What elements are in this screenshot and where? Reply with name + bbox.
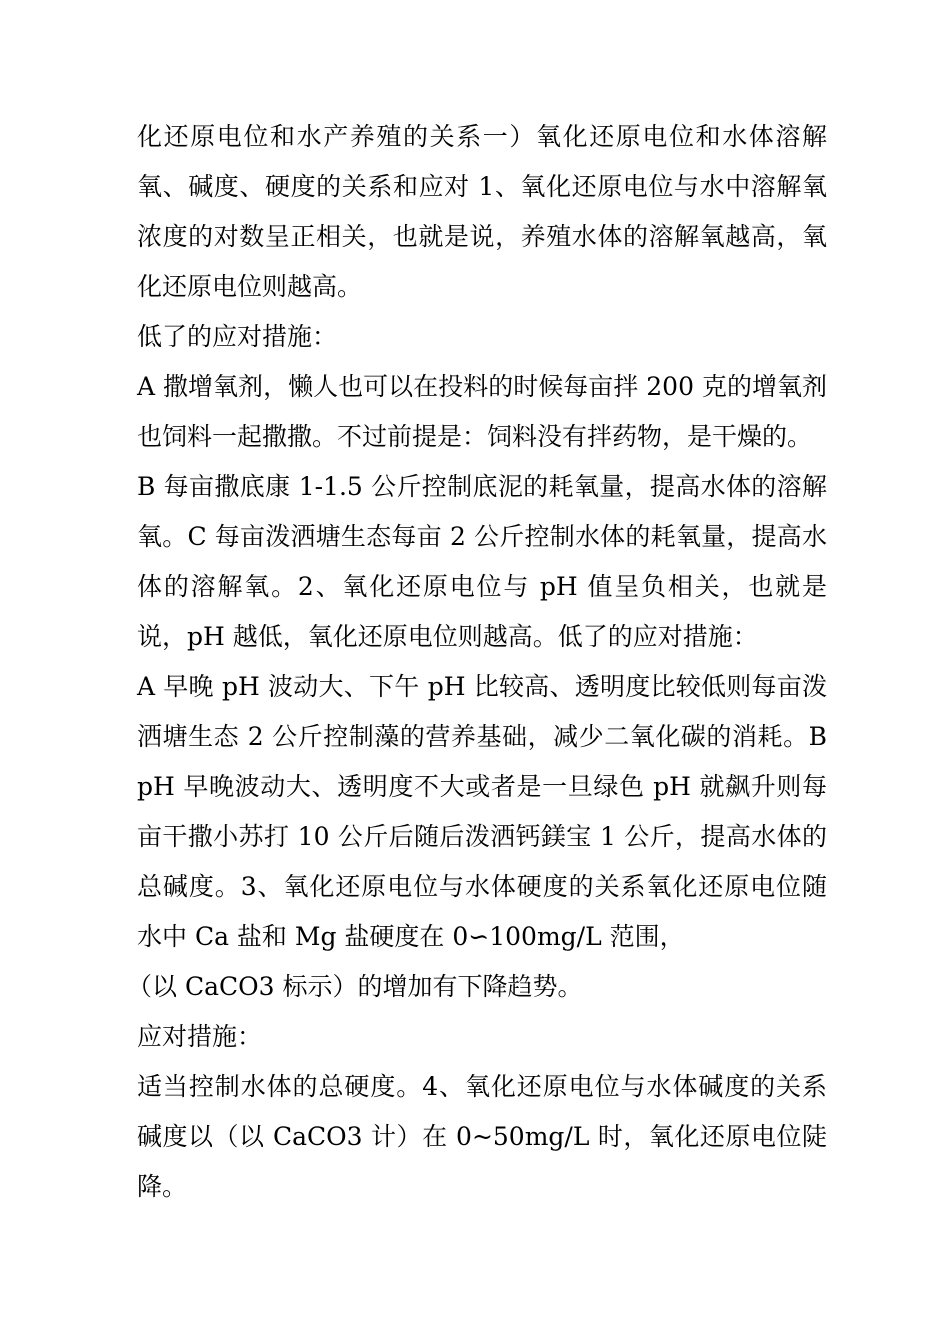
- paragraph-3: A 撒增氧剂，懒人也可以在投料的时候每亩拌 200 克的增氧剂也饲料一起撒撒。不过前提是：饲料没有拌药物，是干燥的。: [137, 372, 827, 451]
- paragraph-6: （以 CaCO3 标示）的增加有下降趋势。: [127, 972, 583, 1001]
- document-body: [127, 112, 827, 1212]
- paragraph-8: 适当控制水体的总硬度。4、氧化还原电位与水体碱度的关系碱度以（以 CaCO3 计）在 0~50mg/L 时，氧化还原电位陡降。: [137, 1072, 827, 1201]
- paragraph-7: 应对措施：: [137, 1022, 263, 1051]
- paragraph-4: B 每亩撒底康 1-1.5 公斤控制底泥的耗氧量，提高水体的溶解氧。C 每亩泼洒塘生态每亩 2 公斤控制水体的耗氧量，提高水体的溶解氧。2、氧化还原电位与 pH 值呈负相关，也就是说，pH 越低，氧化还原电位则越高。低了的应对措施：: [137, 472, 827, 651]
- paragraph-2: 低了的应对措施：: [137, 322, 338, 351]
- paragraph-5: A 早晚 pH 波动大、下午 pH 比较高、透明度比较低则每亩泼洒塘生态 2 公斤控制藻的营养基础，减少二氧化碳的消耗。BpH 早晚波动大、透明度不大或者是一旦绿色 pH 就飙升则每亩干撒小苏打 10 公斤后随后泼洒钙鎂宝 1 公斤，提高水体的总碱度。3、氧化还原电位与水体硬度的关系氧化还原电位随水中 Ca 盐和 Mg 盐硬度在 0∽100mg/L 范围，: [137, 672, 827, 951]
- paragraph-1: 化还原电位和水产养殖的关系一）氧化还原电位和水体溶解氧、碱度、硬度的关系和应对 1、氧化还原电位与水中溶解氧浓度的对数呈正相关，也就是说，养殖水体的溶解氧越高，氧化还原电位则越高。: [137, 122, 827, 301]
